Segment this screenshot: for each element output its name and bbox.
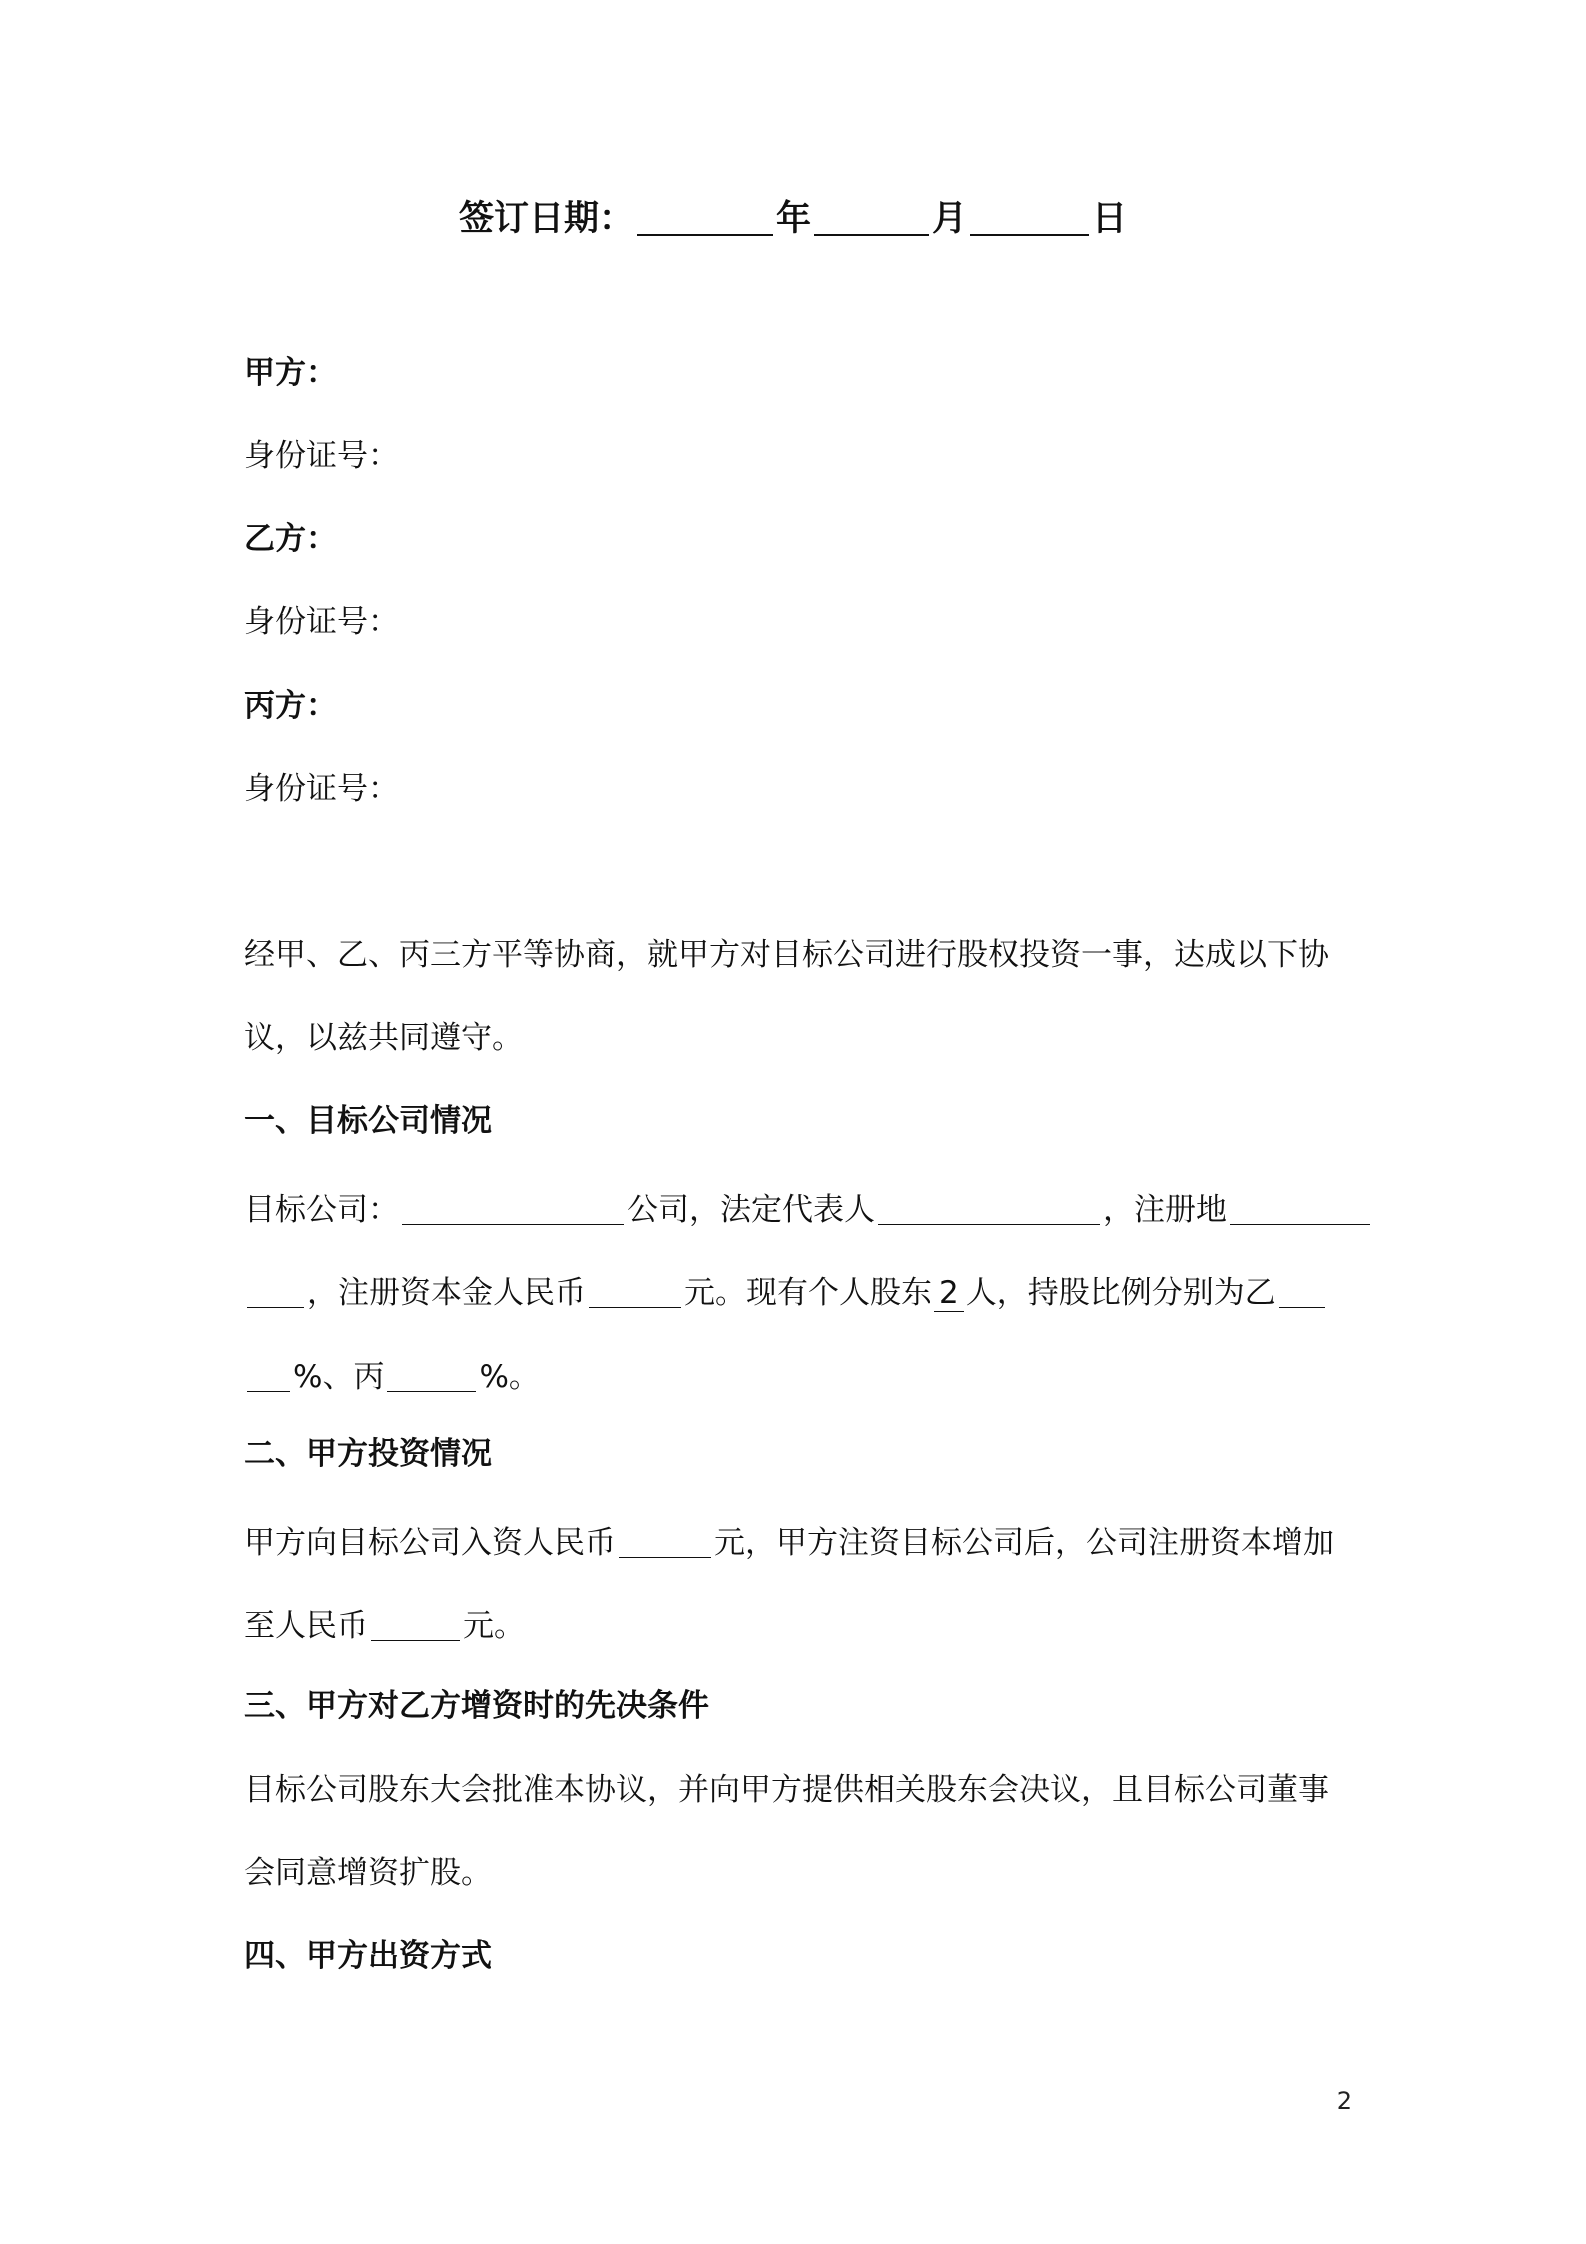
party-c-id-label: 身份证号：: [244, 771, 399, 807]
section-1-line-2: [244, 1271, 1328, 1315]
party-a-id-label: 身份证号：: [244, 438, 399, 474]
total-suffix: 元。: [463, 1608, 525, 1644]
company-label: 目标公司：: [244, 1192, 399, 1228]
capital-label: ，注册资本金人民币: [307, 1275, 586, 1311]
invest-suffix: 元，甲方注资目标公司后，公司注册资本增加: [714, 1525, 1334, 1561]
year-unit: 年: [775, 199, 811, 239]
section-1-heading: 一、目标公司情况: [244, 1103, 492, 1139]
signing-date-label: 签订日期：: [458, 199, 634, 239]
section-1-line-3: [244, 1355, 540, 1399]
ratio-b-blank: [1279, 1277, 1325, 1308]
party-b-id-label: 身份证号：: [244, 604, 399, 640]
section-3-heading: 三、甲方对乙方增资时的先决条件: [244, 1688, 709, 1724]
total-label: 至人民币: [244, 1608, 368, 1644]
invest-label: 甲方向目标公司入资人民币: [244, 1525, 616, 1561]
year-blank: [637, 200, 773, 236]
section-4-heading: 四、甲方出资方式: [244, 1938, 492, 1974]
ratio-b-blank-continued: [247, 1361, 290, 1392]
section-2-line-1: [244, 1521, 1334, 1565]
section-3-line-2: 会同意增资扩股。: [244, 1855, 492, 1891]
signing-date-title: [0, 194, 1586, 244]
legal-representative-blank: [878, 1194, 1100, 1225]
intro-line-1: 经甲、乙、丙三方平等协商，就甲方对目标公司进行股权投资一事，达成以下协: [244, 937, 1329, 973]
total-capital-blank: [371, 1610, 460, 1641]
ratio-c-suffix: %。: [479, 1359, 540, 1395]
month-unit: 月: [932, 199, 968, 239]
address-blank-continued: [247, 1277, 304, 1308]
ratio-b-suffix: %、丙: [293, 1359, 385, 1395]
shareholders-text: 元。现有个人股东: [684, 1275, 932, 1311]
section-2-heading: 二、甲方投资情况: [244, 1436, 492, 1472]
day-blank: [970, 200, 1089, 236]
address-blank: [1230, 1194, 1370, 1225]
party-a-label: 甲方：: [244, 355, 337, 391]
section-2-line-2: [244, 1604, 525, 1648]
section-1-line-1: [244, 1188, 1373, 1232]
company-suffix: 公司，法定代表人: [627, 1192, 875, 1228]
ratio-c-blank: [387, 1361, 476, 1392]
ratio-text: 人，持股比例分别为乙: [965, 1275, 1276, 1311]
party-c-label: 丙方：: [244, 688, 337, 724]
party-b-label: 乙方：: [244, 521, 337, 557]
month-blank: [814, 200, 929, 236]
section-3-line-1: 目标公司股东大会批准本协议，并向甲方提供相关股东会决议，且目标公司董事: [244, 1772, 1329, 1808]
intro-line-2: 议，以兹共同遵守。: [244, 1020, 523, 1056]
page-number: 2: [1336, 2087, 1352, 2115]
company-name-blank: [402, 1194, 624, 1225]
day-unit: 日: [1092, 199, 1128, 239]
capital-blank: [589, 1277, 681, 1308]
address-label: ，注册地: [1103, 1192, 1227, 1228]
shareholder-count: 2: [934, 1275, 964, 1312]
invest-amount-blank: [619, 1527, 711, 1558]
